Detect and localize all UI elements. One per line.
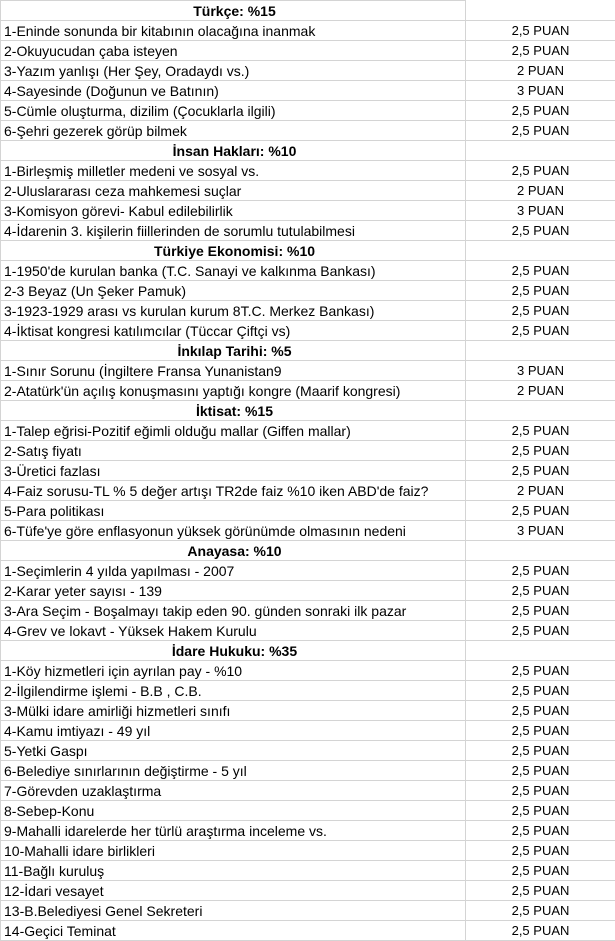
question-cell: 2-Okuyucudan çaba isteyen — [1, 41, 466, 61]
table-row — [1, 701, 615, 721]
points-cell: 2,5 PUAN — [466, 461, 615, 481]
question-cell: 8-Sebep-Konu — [1, 801, 466, 821]
points-cell: 2,5 PUAN — [466, 121, 615, 141]
section-title: Türkiye Ekonomisi: %10 — [1, 241, 466, 261]
table-row — [1, 81, 615, 101]
section-title: İktisat: %15 — [1, 401, 466, 421]
table-row — [1, 361, 615, 381]
question-cell: 2-Satış fiyatı — [1, 441, 466, 461]
points-cell: 2,5 PUAN — [466, 161, 615, 181]
question-cell: 2-İlgilendirme işlemi - B.B , C.B. — [1, 681, 466, 701]
table-row — [1, 101, 615, 121]
question-cell: 5-Yetki Gaspı — [1, 741, 466, 761]
points-cell: 2,5 PUAN — [466, 321, 615, 341]
question-cell: 1-Eninde sonunda bir kitabının olacağına inanmak — [1, 21, 466, 41]
points-cell: 2,5 PUAN — [466, 701, 615, 721]
points-cell: 3 PUAN — [466, 201, 615, 221]
table-row — [1, 301, 615, 321]
question-cell: 2-3 Beyaz (Un Şeker Pamuk) — [1, 281, 466, 301]
question-cell: 4-İdarenin 3. kişilerin fiillerinden de sorumlu tutulabilmesi — [1, 221, 466, 241]
section-header-row — [1, 401, 615, 421]
table-row — [1, 681, 615, 701]
section-header-blank-cell — [466, 341, 615, 361]
table-row — [1, 901, 615, 921]
section-title: İdare Hukuku: %35 — [1, 641, 466, 661]
section-header-blank-cell — [466, 241, 615, 261]
question-cell: 13-B.Belediyesi Genel Sekreteri — [1, 901, 466, 921]
table-row — [1, 421, 615, 441]
table-row — [1, 221, 615, 241]
points-cell: 2,5 PUAN — [466, 21, 615, 41]
table-row — [1, 21, 615, 41]
table-row — [1, 161, 615, 181]
table-row — [1, 501, 615, 521]
points-cell: 2,5 PUAN — [466, 561, 615, 581]
table-row — [1, 581, 615, 601]
points-cell: 2,5 PUAN — [466, 281, 615, 301]
question-cell: 11-Bağlı kuruluş — [1, 861, 466, 881]
table-row — [1, 41, 615, 61]
points-cell: 2,5 PUAN — [466, 501, 615, 521]
question-cell: 3-Komisyon görevi- Kabul edilebilirlik — [1, 201, 466, 221]
question-cell: 6-Belediye sınırlarının değiştirme - 5 yıl — [1, 761, 466, 781]
section-header-blank-cell — [466, 401, 615, 421]
question-cell: 6-Şehri gezerek görüp bilmek — [1, 121, 466, 141]
table-row — [1, 461, 615, 481]
points-cell: 2,5 PUAN — [466, 301, 615, 321]
question-cell: 3-Yazım yanlışı (Her Şey, Oradaydı vs.) — [1, 61, 466, 81]
table-row — [1, 621, 615, 641]
points-cell: 2,5 PUAN — [466, 861, 615, 881]
table-row — [1, 781, 615, 801]
points-cell: 2,5 PUAN — [466, 441, 615, 461]
question-cell: 1-Seçimlerin 4 yılda yapılması - 2007 — [1, 561, 466, 581]
question-cell: 4-Faiz sorusu-TL % 5 değer artışı TR2de faiz %10 iken ABD'de faiz? — [1, 481, 466, 501]
table-row — [1, 281, 615, 301]
question-cell: 2-Uluslararası ceza mahkemesi suçlar — [1, 181, 466, 201]
question-cell: 4-Sayesinde (Doğunun ve Batının) — [1, 81, 466, 101]
points-cell: 2,5 PUAN — [466, 841, 615, 861]
points-cell: 2,5 PUAN — [466, 101, 615, 121]
table-row — [1, 761, 615, 781]
question-cell: 3-1923-1929 arası vs kurulan kurum 8T.C. Merkez Bankası) — [1, 301, 466, 321]
points-cell: 2,5 PUAN — [466, 761, 615, 781]
table-row — [1, 181, 615, 201]
points-cell: 2,5 PUAN — [466, 741, 615, 761]
table-row — [1, 881, 615, 901]
table-row — [1, 921, 615, 941]
section-title: İnkılap Tarihi: %5 — [1, 341, 466, 361]
points-cell: 3 PUAN — [466, 81, 615, 101]
question-cell: 1-Birleşmiş milletler medeni ve sosyal vs. — [1, 161, 466, 181]
section-header-row — [1, 641, 615, 661]
points-cell: 2 PUAN — [466, 381, 615, 401]
section-header-row — [1, 241, 615, 261]
question-cell: 1-Köy hizmetleri için ayrılan pay - %10 — [1, 661, 466, 681]
table-row — [1, 861, 615, 881]
section-title: Türkçe: %15 — [1, 1, 466, 21]
section-header-blank-cell — [466, 1, 615, 21]
table-row — [1, 741, 615, 761]
question-cell: 3-Üretici fazlası — [1, 461, 466, 481]
table-row — [1, 721, 615, 741]
points-cell: 2,5 PUAN — [466, 921, 615, 941]
table-row — [1, 661, 615, 681]
score-table-body — [1, 1, 615, 941]
section-title: İnsan Hakları: %10 — [1, 141, 466, 161]
question-cell: 4-İktisat kongresi katılımcılar (Tüccar Çiftçi vs) — [1, 321, 466, 341]
points-cell: 2,5 PUAN — [466, 661, 615, 681]
points-cell: 2 PUAN — [466, 61, 615, 81]
points-cell: 2,5 PUAN — [466, 221, 615, 241]
question-cell: 7-Görevden uzaklaştırma — [1, 781, 466, 801]
question-cell: 12-İdari vesayet — [1, 881, 466, 901]
table-row — [1, 841, 615, 861]
section-header-row — [1, 1, 615, 21]
points-cell: 2 PUAN — [466, 481, 615, 501]
section-title: Anayasa: %10 — [1, 541, 466, 561]
points-cell: 2,5 PUAN — [466, 721, 615, 741]
question-cell: 6-Tüfe'ye göre enflasyonun yüksek görünümde olmasının nedeni — [1, 521, 466, 541]
question-cell: 4-Kamu imtiyazı - 49 yıl — [1, 721, 466, 741]
points-cell: 2 PUAN — [466, 181, 615, 201]
question-cell: 14-Geçici Teminat — [1, 921, 466, 941]
table-row — [1, 381, 615, 401]
question-cell: 3-Ara Seçim - Boşalmayı takip eden 90. günden sonraki ilk pazar — [1, 601, 466, 621]
table-row — [1, 441, 615, 461]
question-cell: 5-Para politikası — [1, 501, 466, 521]
section-header-row — [1, 141, 615, 161]
table-row — [1, 821, 615, 841]
section-header-row — [1, 541, 615, 561]
question-cell: 2-Atatürk'ün açılış konuşmasını yaptığı kongre (Maarif kongresi) — [1, 381, 466, 401]
table-row — [1, 121, 615, 141]
points-cell: 2,5 PUAN — [466, 821, 615, 841]
question-cell: 5-Cümle oluşturma, dizilim (Çocuklarla ilgili) — [1, 101, 466, 121]
points-cell: 2,5 PUAN — [466, 601, 615, 621]
question-cell: 2-Karar yeter sayısı - 139 — [1, 581, 466, 601]
points-cell: 2,5 PUAN — [466, 681, 615, 701]
question-cell: 3-Mülki idare amirliği hizmetleri sınıfı — [1, 701, 466, 721]
question-cell: 10-Mahalli idare birlikleri — [1, 841, 466, 861]
table-row — [1, 201, 615, 221]
points-cell: 2,5 PUAN — [466, 421, 615, 441]
table-row — [1, 521, 615, 541]
points-cell: 2,5 PUAN — [466, 621, 615, 641]
points-cell: 2,5 PUAN — [466, 801, 615, 821]
question-cell: 1-Sınır Sorunu (İngiltere Fransa Yunanistan9 — [1, 361, 466, 381]
points-cell: 2,5 PUAN — [466, 41, 615, 61]
question-cell: 9-Mahalli idarelerde her türlü araştırma inceleme vs. — [1, 821, 466, 841]
points-cell: 2,5 PUAN — [466, 881, 615, 901]
table-row — [1, 481, 615, 501]
points-cell: 3 PUAN — [466, 521, 615, 541]
section-header-row — [1, 341, 615, 361]
points-cell: 2,5 PUAN — [466, 581, 615, 601]
table-row — [1, 801, 615, 821]
points-cell: 2,5 PUAN — [466, 261, 615, 281]
table-row — [1, 561, 615, 581]
table-row — [1, 261, 615, 281]
section-header-blank-cell — [466, 641, 615, 661]
question-cell: 4-Grev ve lokavt - Yüksek Hakem Kurulu — [1, 621, 466, 641]
question-cell: 1-Talep eğrisi-Pozitif eğimli olduğu mallar (Giffen mallar) — [1, 421, 466, 441]
table-row — [1, 321, 615, 341]
question-cell: 1-1950'de kurulan banka (T.C. Sanayi ve kalkınma Bankası) — [1, 261, 466, 281]
section-header-blank-cell — [466, 141, 615, 161]
table-row — [1, 61, 615, 81]
section-header-blank-cell — [466, 541, 615, 561]
table-row — [1, 601, 615, 621]
points-cell: 2,5 PUAN — [466, 781, 615, 801]
points-cell: 2,5 PUAN — [466, 901, 615, 921]
points-cell: 3 PUAN — [466, 361, 615, 381]
